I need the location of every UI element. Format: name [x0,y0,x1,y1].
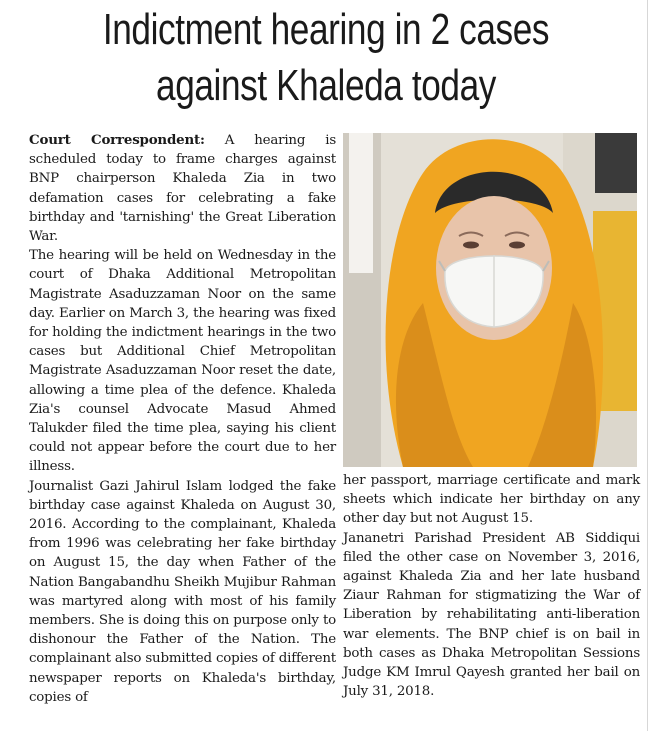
portrait-illustration [343,133,637,467]
article-paragraph-2: The hearing will be held on Wednesday in the court of Dhaka Additional Metropolitan Magistrate Asaduzzaman Noor on the same day. Earlier on March 3, the hearing was fixed for holding the indictment hearings in the two cases but Additional Chief Metropolitan Magistrate Asaduzzaman Noor reset the date, allowing a time plea of the defence. Khaleda Zia's counsel Advocate Masud Ahmed Talukder filed the time plea, saying his client could not appear before the court due to her illness. [29,248,336,475]
article-right-column [343,471,640,701]
khaleda-zia-photo [343,133,637,467]
headline-line-2: against Khaleda today [156,61,496,110]
byline: Court Correspondent: [29,132,205,148]
article-left-column [29,131,336,707]
article-paragraph-1 [29,131,336,246]
column-rule [647,0,648,731]
article-paragraph-5: Jananetri Parishad President AB Siddiqui filed the other case on November 3, 2016, against Khaleda Zia and her late husband Ziaur Rahman for stigmatizing the War of Liberation by rehabilitating anti-liberation war elements. The BNP chief is on bail in both cases as Dhaka Metropolitan Sessions Judge KM Imrul Qayesh granted her bail on July 31, 2018. [343,530,640,700]
headline-line-1: Indictment hearing in 2 cases [102,5,550,54]
article-paragraph-3: Journalist Gazi Jahirul Islam lodged the fake birthday case against Khaleda on August 30, 2016. According to the complainant, Khaleda from 1996 was celebrating her fake birthday on August 15, the day when Father of the Nation Bangabandhu Sheikh Mujibur Rahman was martyred along with most of his family members. She is doing this on purpose only to dishonour the Father of the Nation. The complainant also submitted copies of different newspaper reports on Khaleda's birthday, copies of [29,478,336,705]
article-paragraph-4: her passport, marriage certificate and mark sheets which indicate her birthday on any other day but not August 15. [343,473,640,527]
article-paragraph-1-text: A hearing is scheduled today to frame charges against BNP chairperson Khaleda Zia in two defamation cases for celebrating a fake birthday and 'tarnishing' the Great Liberation War. [29,133,336,245]
headline [65,2,587,114]
